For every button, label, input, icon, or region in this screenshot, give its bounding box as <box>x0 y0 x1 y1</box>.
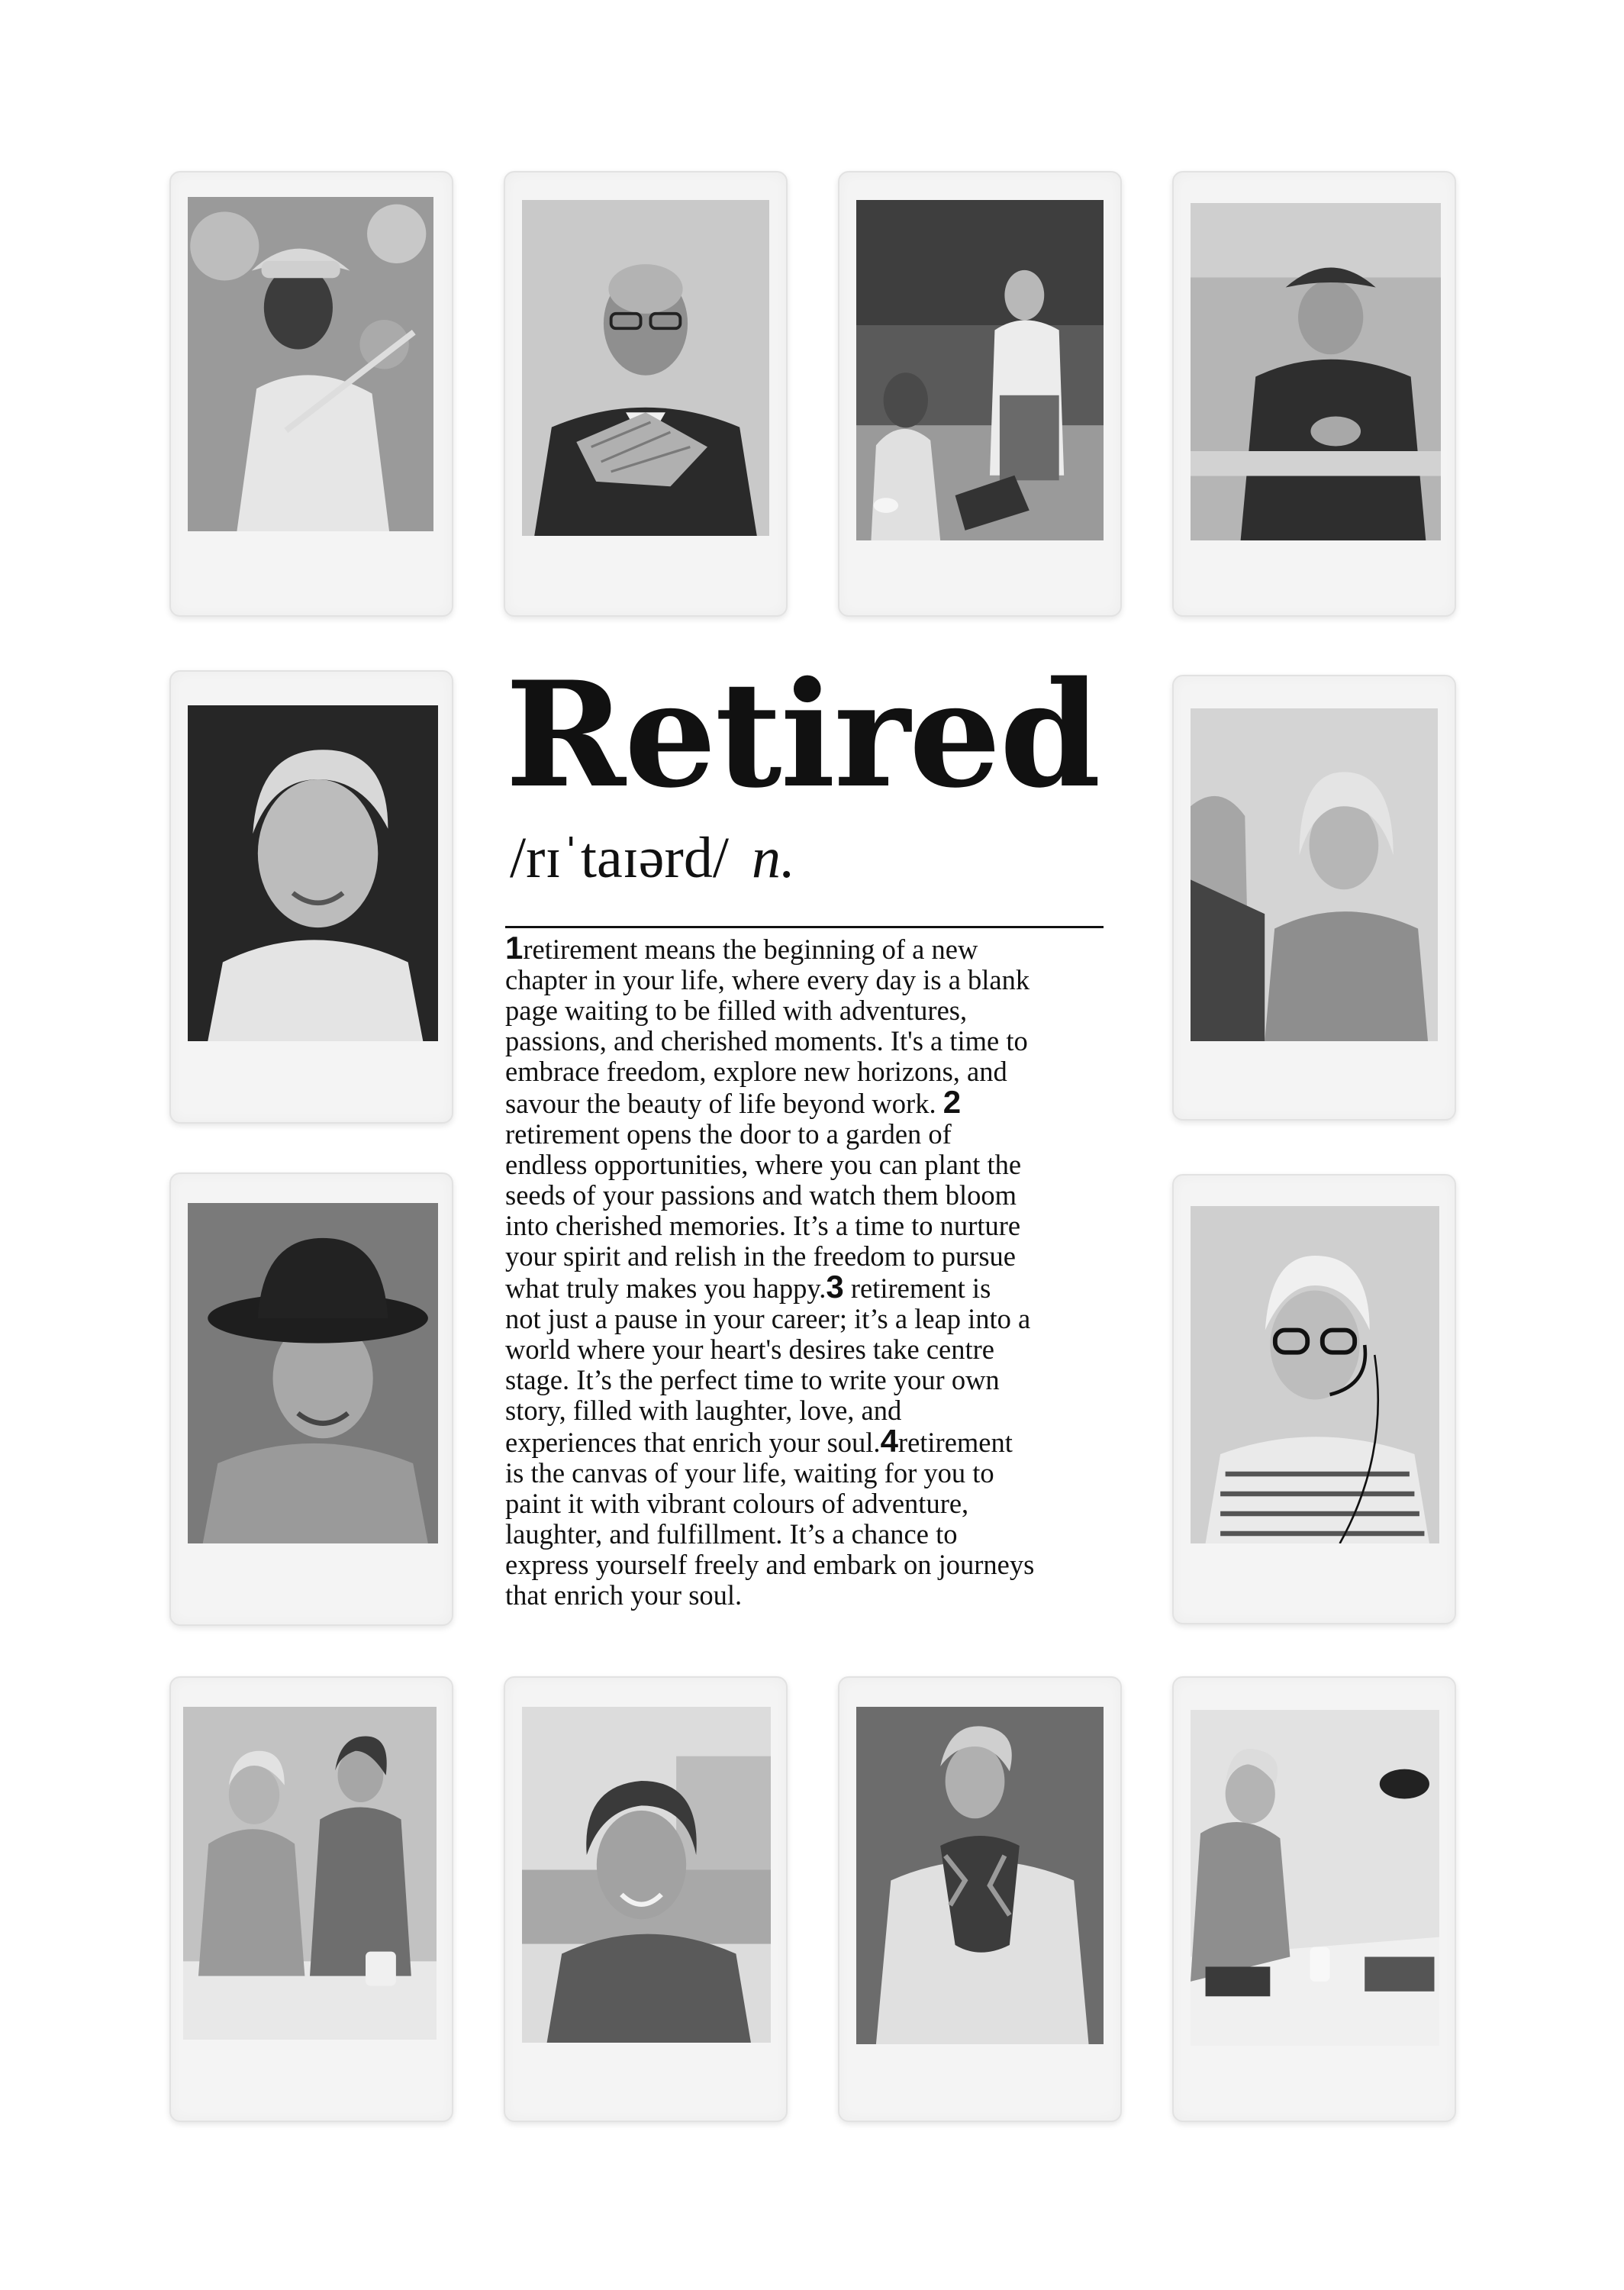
polaroid-2 <box>504 171 788 617</box>
photo-smiling-woman-portrait <box>188 705 438 1041</box>
polaroid-7 <box>169 1172 453 1626</box>
polaroid-8 <box>1172 1174 1456 1624</box>
definition-divider <box>505 926 1104 928</box>
photo-smiling-woman-outdoors <box>522 1707 771 2043</box>
polaroid-10 <box>504 1676 788 2122</box>
part-of-speech: n. <box>751 826 795 890</box>
sense-number-3: 3 <box>826 1269 844 1305</box>
photo-man-with-golf-club <box>188 197 433 531</box>
photo-woman-at-computer <box>1191 708 1438 1041</box>
sense-text-3: retirement is not just a pause in your career; it’s a leap into a world where your heart's desires take centre stage. It’s the perfect time to write your own story, filled with laughter, love, and experiences that enrich your soul. <box>505 1272 1031 1458</box>
polaroid-4 <box>1172 171 1456 617</box>
polaroid-1 <box>169 171 453 617</box>
photo-woman-with-caregiver <box>183 1707 437 2040</box>
photo-woman-with-headset <box>1191 1206 1439 1543</box>
photo-woman-in-scarf-posing <box>856 1707 1104 2044</box>
polaroid-5 <box>169 670 453 1124</box>
polaroid-11 <box>838 1676 1122 2122</box>
polaroid-12 <box>1172 1676 1456 2122</box>
polaroid-3 <box>838 171 1122 617</box>
photo-man-in-office <box>856 200 1104 540</box>
definition-word: Retired <box>505 650 1100 820</box>
photo-man-holding-cash <box>522 200 769 536</box>
sense-number-4: 4 <box>880 1423 898 1459</box>
photo-woman-working-at-table <box>1191 1710 1439 2046</box>
sense-text-2: retirement opens the door to a garden of endless opportunities, where you can plant the seeds of your passions and watch them bloom into cherished memories. It’s a time to nurture your spirit and relish in the freedom to pursue what truly makes you happy. <box>505 1118 1022 1304</box>
polaroid-9 <box>169 1676 453 2122</box>
photo-man-in-hat-portrait <box>188 1203 438 1543</box>
definition-body <box>505 930 1131 1611</box>
sense-text-4: retirement is the canvas of your life, waiting for you to paint it with vibrant colours of adventure, laughter, and fulfillment. It’s a chance to express yourself freely and embark on journeys that enrich your soul. <box>505 1427 1035 1611</box>
sense-number-2: 2 <box>942 1084 962 1120</box>
polaroid-6 <box>1172 675 1456 1121</box>
sense-number-1: 1 <box>505 930 524 966</box>
pronunciation-line <box>510 826 795 890</box>
photo-man-crafting-at-workbench <box>1191 203 1441 540</box>
pronunciation: /rɪˈtaɪərd/ <box>510 826 729 890</box>
sense-text-1: retirement means the beginning of a new chapter in your life, where every day is a blank page waiting to be filled with adventures, passions, and cherished moments. It's a time to embrace freedom, explore new horizons, and savour the beauty of life beyond work. <box>505 934 1030 1119</box>
